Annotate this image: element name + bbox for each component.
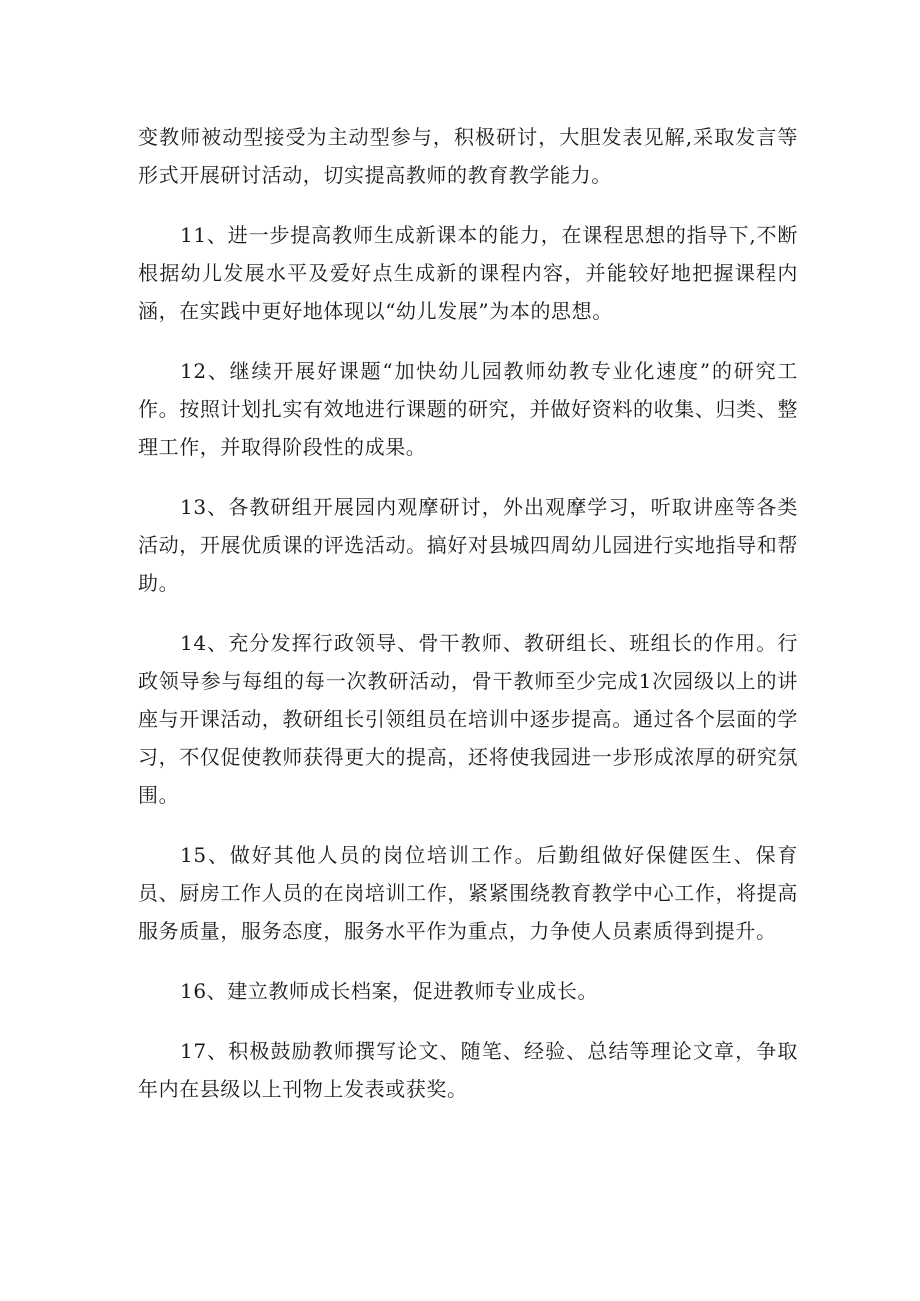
document-body	[138, 118, 798, 1130]
paragraph-item-13: 13、各教研组开展园内观摩研讨，外出观摩学习，听取讲座等各类活动，开展优质课的评选活动。搞好对县城四周幼儿园进行实地指导和帮助。	[138, 495, 798, 595]
paragraph-item-11: 11、进一步提高教师生成新课本的能力，在课程思想的指导下,不断根据幼儿发展水平及爱好点生成新的课程内容，并能较好地把握课程内涵，在实践中更好地体现以“幼儿发展”为本的思想。	[138, 223, 798, 323]
paragraph-item-17: 17、积极鼓励教师撰写论文、随笔、经验、总结等理论文章，争取年内在县级以上刊物上发表或获奖。	[138, 1039, 798, 1101]
paragraph-item-14: 14、充分发挥行政领导、骨干教师、教研组长、班组长的作用。行政领导参与每组的每一次教研活动，骨干教师至少完成1次园级以上的讲座与开课活动，教研组长引领组员在培训中逐步提高。通过各个层面的学习，不仅促使教师获得更大的提高，还将使我园进一步形成浓厚的研究氛围。	[138, 631, 798, 807]
paragraph-item-12: 12、继续开展好课题“加快幼儿园教师幼教专业化速度”的研究工作。按照计划扎实有效地进行课题的研究，并做好资料的收集、归类、整理工作，并取得阶段性的成果。	[138, 359, 798, 459]
paragraph-item-15: 15、做好其他人员的岗位培训工作。后勤组做好保健医生、保育员、厨房工作人员的在岗培训工作，紧紧围绕教育教学中心工作，将提高服务质量，服务态度，服务水平作为重点，力争使人员素质得到提升。	[138, 843, 798, 943]
paragraph-continuation: 变教师被动型接受为主动型参与，积极研讨，大胆发表见解,采取发言等形式开展研讨活动，切实提高教师的教育教学能力。	[138, 125, 798, 187]
paragraph-item-16: 16、建立教师成长档案，促进教师专业成长。	[180, 979, 599, 1003]
